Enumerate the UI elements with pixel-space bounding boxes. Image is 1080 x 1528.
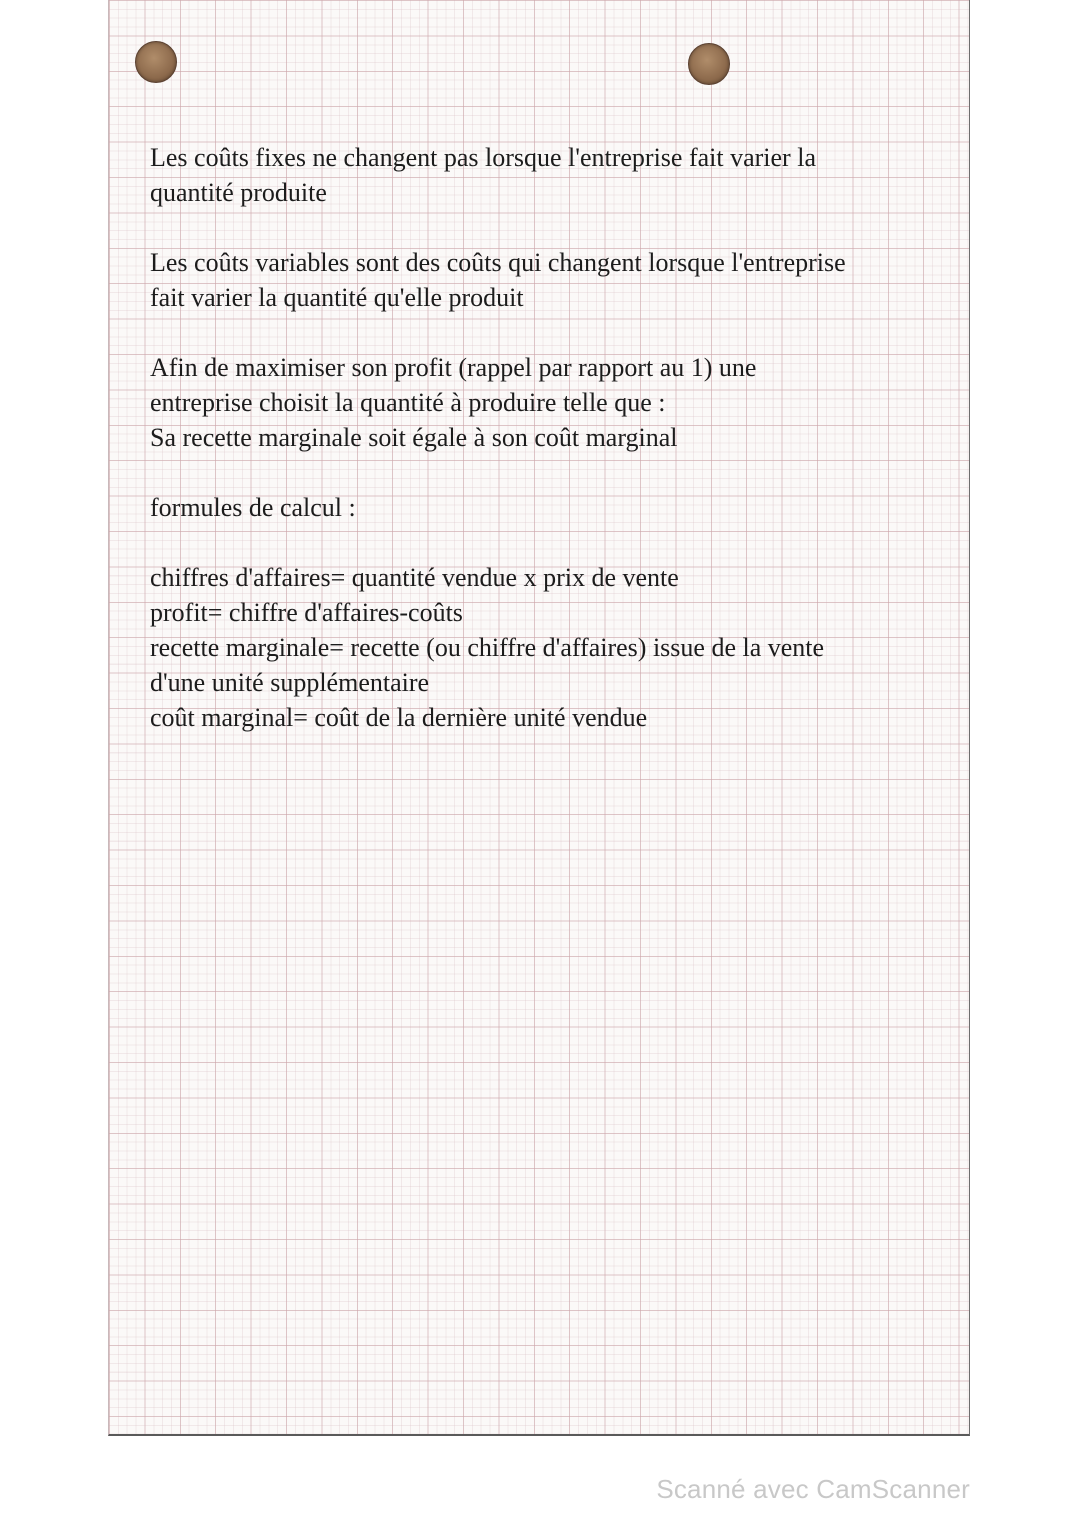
text-line: entreprise choisit la quantité à produire telle que : (150, 388, 666, 417)
text-line: quantité produite (150, 178, 327, 207)
text-line: recette marginale= recette (ou chiffre d'affaires) issue de la vente (150, 633, 825, 662)
text-line: coût marginal= coût de la dernière unité vendue (150, 703, 648, 732)
text-line: formules de calcul : (150, 493, 356, 522)
text-line: d'une unité supplémentaire (150, 668, 430, 697)
paragraph-formulas (150, 560, 950, 735)
text-line: Les coûts variables sont des coûts qui changent lorsque l'entreprise (150, 248, 846, 277)
paragraph-variable-costs (150, 245, 950, 315)
text-line: fait varier la quantité qu'elle produit (150, 283, 524, 312)
paragraph-formulas-heading (150, 490, 950, 525)
punch-hole-left (135, 41, 177, 83)
text-line: Sa recette marginale soit égale à son coût marginal (150, 423, 678, 452)
notes-body (150, 140, 950, 770)
text-line: Les coûts fixes ne changent pas lorsque l'entreprise fait varier la (150, 143, 816, 172)
paragraph-fixed-costs (150, 140, 950, 210)
text-line: chiffres d'affaires= quantité vendue x prix de vente (150, 563, 679, 592)
camscanner-watermark: Scanné avec CamScanner (656, 1474, 970, 1504)
punch-hole-right (688, 43, 730, 85)
text-line: profit= chiffre d'affaires-coûts (150, 598, 463, 627)
text-line: Afin de maximiser son profit (rappel par rapport au 1) une (150, 353, 757, 382)
paragraph-profit-maximization (150, 350, 950, 455)
